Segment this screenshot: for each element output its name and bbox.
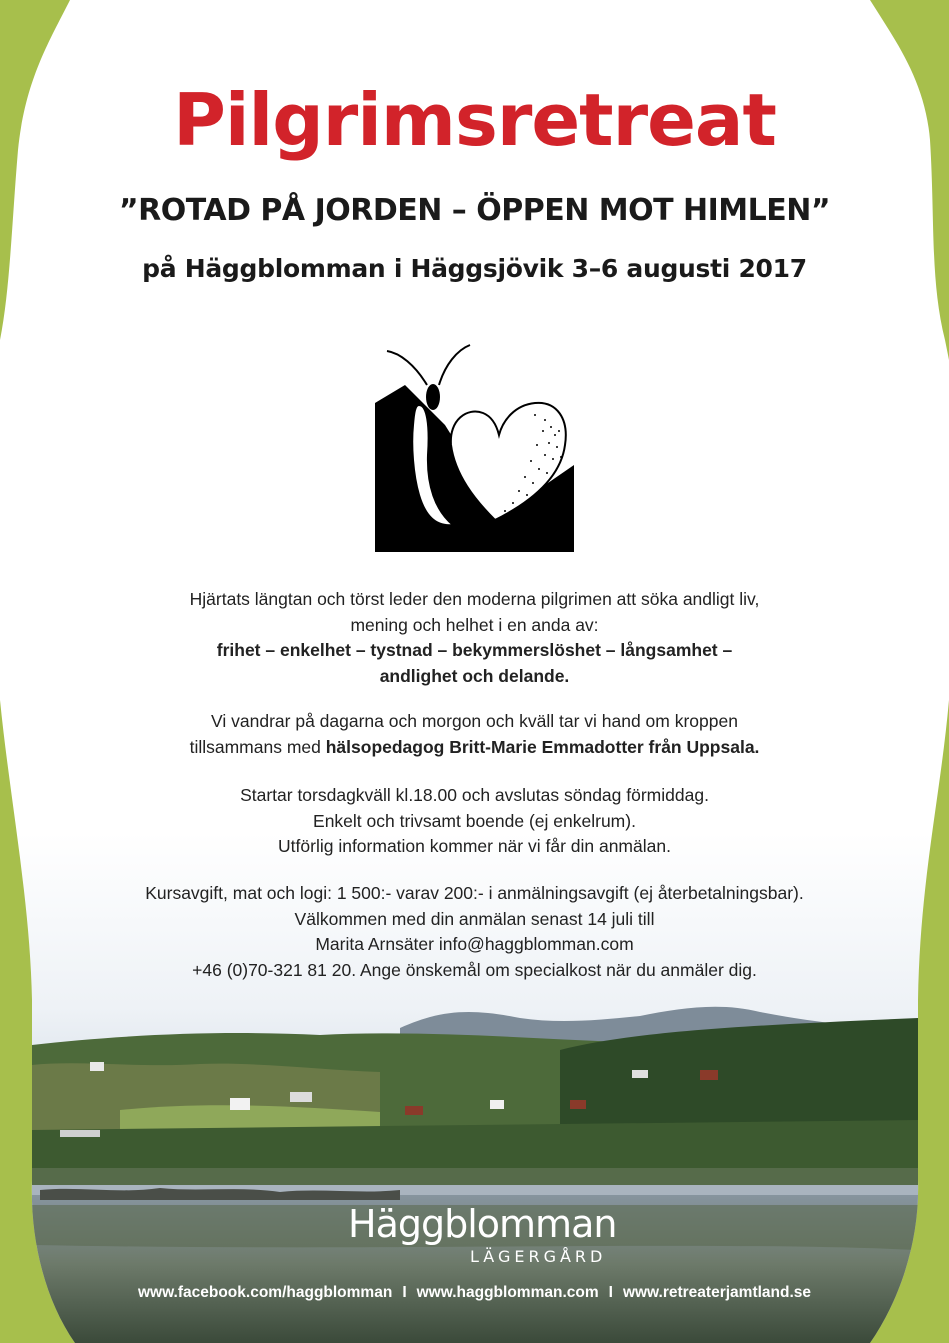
intro-paragraph xyxy=(0,587,949,689)
intro-line: mening och helhet i en anda av: xyxy=(350,614,599,635)
schedule-line: Utförlig information kommer när vi får din anmälan. xyxy=(278,836,671,856)
activities-line-prefix: tillsammans med xyxy=(189,736,326,757)
activities-line: Vi vandrar på dagarna och morgon och kväll tar vi hand om kroppen xyxy=(211,711,738,731)
registration-paragraph xyxy=(0,881,949,983)
schedule-line: Startar torsdagkväll kl.18.00 och avslutas söndag förmiddag. xyxy=(240,785,709,805)
facebook-link[interactable]: www.facebook.com/haggblomman xyxy=(137,1284,393,1301)
footer-separator: I xyxy=(608,1284,613,1301)
location-date: på Häggblomman i Häggsjövik 3–6 augusti 2017 xyxy=(142,254,807,283)
footer-links xyxy=(0,1284,949,1302)
registration-line: +46 (0)70-321 81 20. Ange önskemål om specialkost när du anmäler dig. xyxy=(192,959,757,980)
retreat-website-link[interactable]: www.retreaterjamtland.se xyxy=(622,1284,812,1301)
activities-line-leader: hälsopedagog Britt-Marie Emmadotter från Uppsala. xyxy=(325,736,760,757)
values-line: andlighet och delande. xyxy=(379,665,570,686)
registration-line: Välkommen med din anmälan senast 14 juli till xyxy=(294,908,655,929)
registration-line: Kursavgift, mat och logi: 1 500:- varav 200:- i anmälningsavgift (ej återbetalningsbar). xyxy=(145,883,804,903)
page-title: Pilgrimsretreat xyxy=(173,78,776,162)
schedule-paragraph xyxy=(0,783,949,860)
schedule-line: Enkelt och trivsamt boende (ej enkelrum). xyxy=(313,810,636,831)
butterfly-heart-logo xyxy=(375,335,574,552)
website-link[interactable]: www.haggblomman.com xyxy=(416,1284,599,1301)
activities-line xyxy=(0,735,949,761)
registration-line: Marita Arnsäter info@haggblomman.com xyxy=(315,934,634,954)
brand-subtitle: LÄGERGÅRD xyxy=(470,1247,607,1266)
footer-separator: I xyxy=(402,1284,407,1301)
activities-paragraph xyxy=(0,709,949,760)
intro-line: Hjärtats längtan och törst leder den moderna pilgrimen att söka andligt liv, xyxy=(189,589,760,609)
values-line: frihet – enkelhet – tystnad – bekymmerslöshet – långsamhet – xyxy=(216,640,733,660)
subtitle-tagline: ”ROTAD PÅ JORDEN – ÖPPEN MOT HIMLEN” xyxy=(118,193,831,228)
brand-name: Häggblomman xyxy=(348,1202,617,1246)
